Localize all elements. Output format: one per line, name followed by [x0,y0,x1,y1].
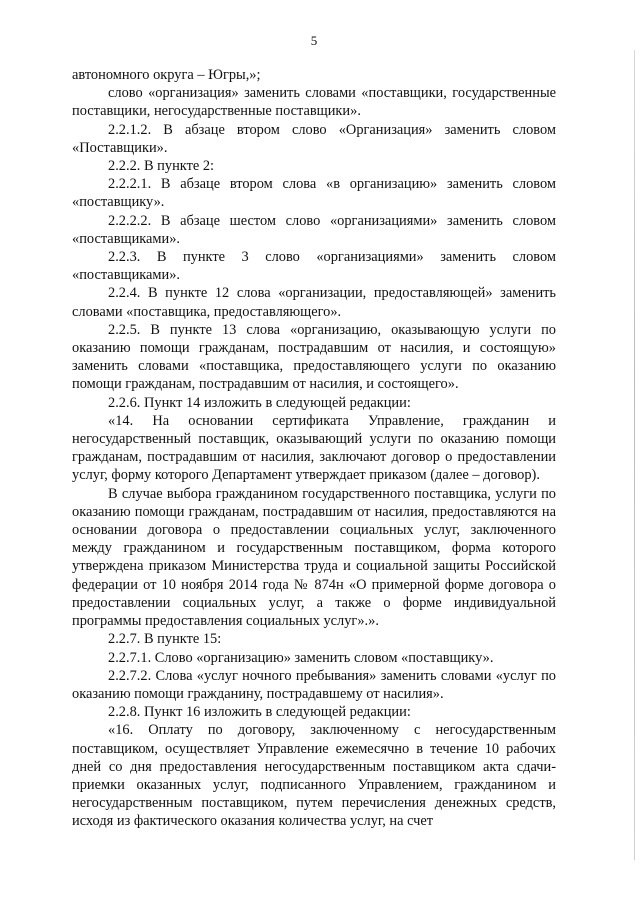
paragraph: автономного округа – Югры,»; [72,67,261,83]
paragraph: 2.2.6. Пункт 14 изложить в следующей редакции: [108,394,411,411]
paragraph: 2.2.4. В пункте 12 слова «организации, предоставляющей» заменить словами «поставщика, предоставляющего». [72,285,556,320]
paragraph: 2.2.2. В пункте 2: [108,158,215,175]
paragraph: 2.2.8. Пункт 16 изложить в следующей редакции: [108,704,411,721]
paragraph: 2.2.5. В пункте 13 слова «организацию, оказывающую услуги по оказанию помощи гражданам, пострадавшим от насилия, и состоящую» заменить словами «поставщика, предоставляющего услуги по оказанию помощи гражданам, пострадавшим от насилия, и состоящего». [72,321,556,393]
scan-edge-line [634,50,635,860]
paragraph: 2.2.7.2. Слова «услуг ночного пребывания» заменить словами «услуг по оказанию помощи гражданину, пострадавшему от насилия». [72,667,556,702]
paragraph: «14. На основании сертификата Управление, гражданин и негосударственный поставщик, оказывающий услуги по оказанию помощи гражданам, пострадавшим от насилия, заключают договор о предоставлении услуг, форму которого Департамент утверждает приказом (далее – договор). [72,412,556,484]
paragraph: слово «организация» заменить словами «поставщики, государственные поставщики, негосударственные поставщики». [72,85,556,120]
paragraph: 2.2.7.1. Слово «организацию» заменить словом «поставщику». [108,649,494,666]
paragraph: 2.2.1.2. В абзаце втором слово «Организация» заменить словом «Поставщики». [72,121,556,156]
paragraph: 2.2.7. В пункте 15: [108,631,222,648]
paragraph: «16. Оплату по договору, заключенному с негосударственным поставщиком, осуществляет Управление ежемесячно в течение 10 рабочих дней со дня предоставления негосударственным поставщиком акта сдачи-приемки оказанных услуг, подписанного Управлением, гражданином и негосударственным поставщиком, путем перечисления денежных средств, исходя из фактического оказания количества услуг, на счет [72,722,556,830]
paragraph: В случае выбора гражданином государственного поставщика, услуги по оказанию помощи гражданам, пострадавшим от насилия, предоставляются на основании договора о предоставлении социальных услуг, заключенного между гражданином и государственным поставщиком, форма которого утверждена приказом Министерства труда и социальной защиты Российской федерации от 10 ноября 2014 года № 874н «О примерной форме договора о предоставлении социальных услуг, а также о форме индивидуальной программы предоставления социальных услуг».». [72,485,556,630]
page-number: 5 [310,33,318,48]
paragraph: 2.2.3. В пункте 3 слово «организациями» заменить словом «поставщиками». [72,249,556,284]
paragraph: 2.2.2.2. В абзаце шестом слово «организациями» заменить словом «поставщиками». [72,212,556,247]
paragraph: 2.2.2.1. В абзаце втором слова «в организацию» заменить словом «поставщику». [72,176,556,211]
document-body [72,66,556,831]
